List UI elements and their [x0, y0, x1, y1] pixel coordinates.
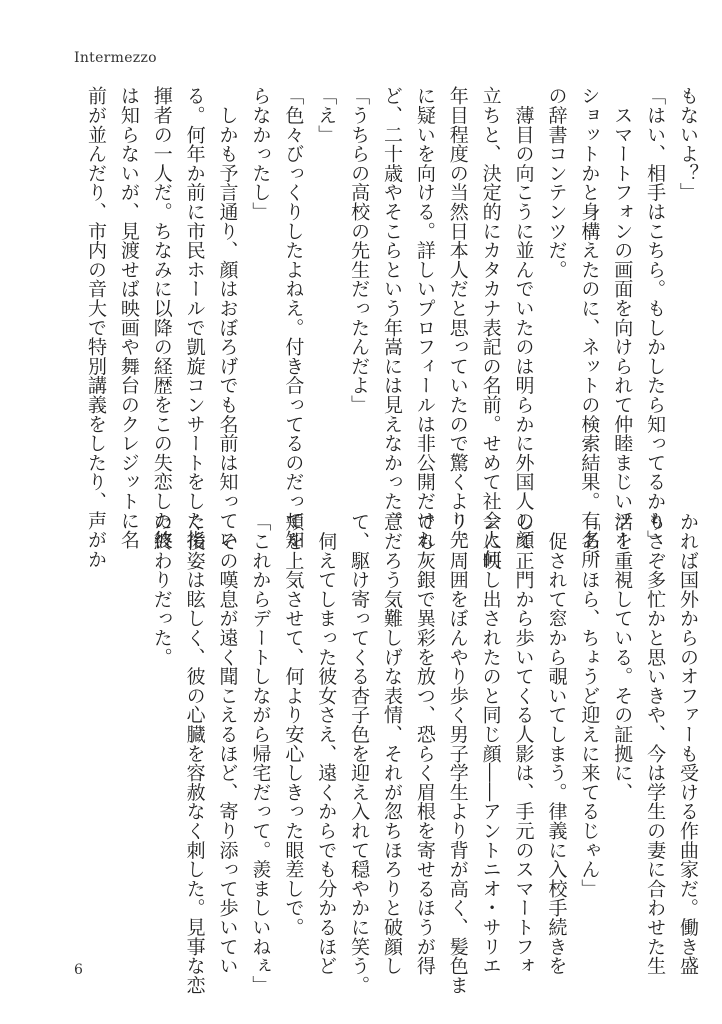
text-line: 「これからデートしながら帰宅だって。羨ましいねぇ」	[249, 512, 272, 995]
text-line: 「色々びっくりしたよねえ。付き合ってるのだって知	[282, 86, 305, 550]
text-line: 「え」	[315, 86, 338, 144]
text-line: しかも予言通り、顔はおぼろげでも名前は知ってい	[216, 86, 239, 550]
page-number: 6	[74, 962, 83, 978]
text-line: 「あ、ほら、ちょうど迎えに来てるじゃん」	[578, 512, 601, 898]
text-line: 促されて窓から覗いてしまう。律義に入校手続きを	[545, 512, 568, 976]
text-line: 頬を上気させて、何より安心しきった眼差しで。	[282, 512, 305, 937]
text-line: でも灰銀で異彩を放つ、恐らく眉根を寄せるほうが得	[413, 512, 436, 976]
text-line: リ。周囲をぼんやり歩く男子学生より背が高く、髪色ま	[446, 512, 469, 995]
lower-text-block	[145, 512, 704, 995]
text-line: ど、二十歳やそこらという年嵩には見えなかった。	[380, 86, 403, 530]
text-line: 立ちと、決定的にカタカナ表記の名前。せめて社会人何	[479, 86, 502, 569]
text-line: 年目程度の当然日本人だと思っていたので驚くより先	[446, 86, 469, 550]
text-line: に疑いを向ける。詳しいプロフィールは非公開だけれ	[413, 86, 436, 550]
text-line: 薄目の向こうに並んでいたのは明らかに外国人の顔	[512, 86, 535, 550]
text-line: 「うちらの高校の先生だったんだよ」	[348, 86, 371, 415]
text-line: らなかったし」	[249, 86, 272, 222]
text-line: して正門から歩いてくる人影は、手元のスマートフォ	[512, 512, 535, 976]
text-line: る。何年か前に市民ホールで凱旋コンサートをした指	[183, 86, 206, 550]
text-line: 前が並んだり、市内の音大で特別講義をしたり、声がか	[84, 86, 107, 569]
text-line: 意だろう気難しげな表情、それが忽ちほろりと破顔し	[380, 512, 403, 976]
text-line: ショットかと身構えたのに、ネットの検索結果。有名所	[578, 86, 601, 569]
text-line: は知らないが、見渡せば映画や舞台のクレジットに名	[117, 86, 140, 550]
text-line: く後姿は眩しく、彼の心臓を容赦なく刺した。見事な恋	[183, 512, 206, 995]
text-line: 揮者の一人だ。ちなみに以降の経歴をこの失恋した彼	[150, 86, 173, 550]
text-line: の辞書コンテンツだ。	[545, 86, 568, 279]
text-line: りさぞ多忙かと思いきや、今は学生の妻に合わせた生	[644, 512, 667, 976]
running-title: Intermezzo	[74, 50, 157, 66]
text-line: 伺えてしまった彼女さえ、遠くからでも分かるほど	[315, 512, 338, 976]
text-line: かれば国外からのオファーも受ける作曲家だ。働き盛	[677, 512, 699, 976]
text-line: もないよ？」	[677, 86, 699, 202]
text-line: 活を重視している。その証拠に、	[611, 512, 634, 802]
text-line: ンに映し出されたのと同じ顔――アントニオ・サリエ	[479, 512, 502, 976]
text-line: の終わりだった。	[150, 512, 173, 667]
text-line: て、駆け寄ってくる杏子色を迎え入れて穏やかに笑う。	[348, 512, 371, 995]
text-line: スマートフォンの画面を向けられて仲睦まじいツー	[611, 86, 634, 550]
upper-text-block	[79, 86, 704, 569]
text-line: 「はい、相手はこちら。もしかしたら知ってるかも」	[644, 86, 667, 550]
text-line: その嘆息が遠く聞こえるほど、寄り添って歩いてい	[216, 512, 239, 976]
